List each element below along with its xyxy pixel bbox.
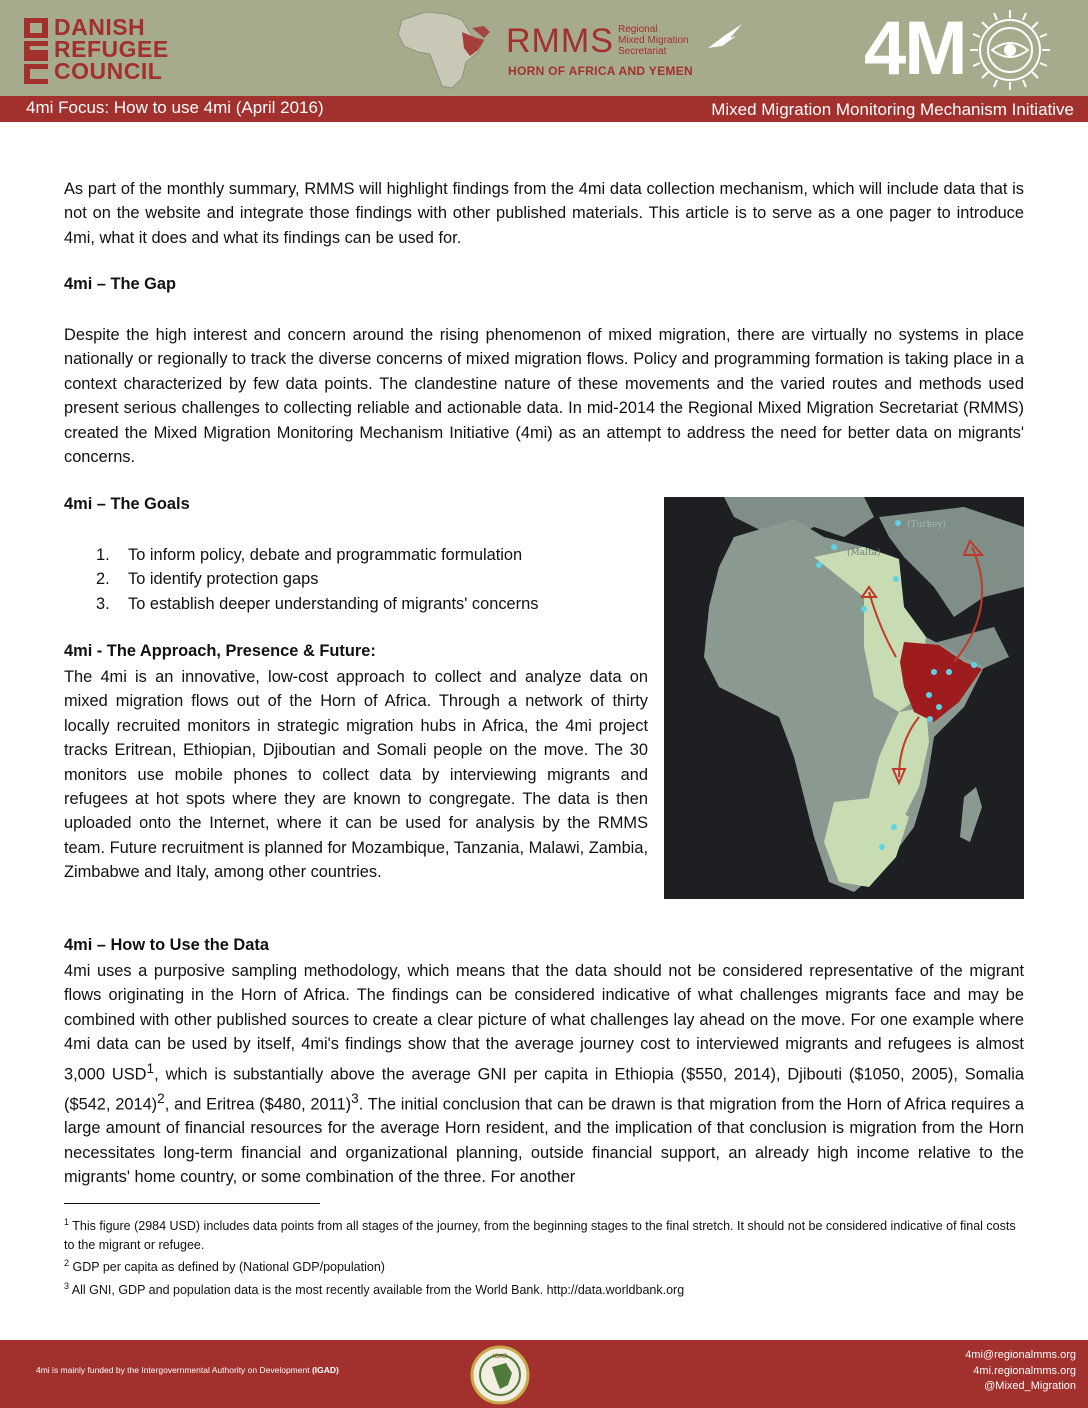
goal-number: 1. <box>96 546 110 564</box>
goals-list <box>96 543 538 616</box>
rmms-title: RMMS <box>506 22 614 60</box>
footnotes <box>64 1213 1024 1299</box>
gap-paragraph: Despite the high interest and concern around the rising phenomenon of mixed migration, there are virtually no systems in place nationally or regionally to track the diverse concerns of mixed migration flows. Policy and programming formation is taking place in a context characterized by few data points. The clandestine nature of these movements and the varied routes and methods used present serious challenges to collecting reliable and actionable data. In mid-2014 the Regional Mixed Migration Secretariat (RMMS) created the Mixed Migration Monitoring Mechanism Initiative (4mi) as an attempt to address the need for better data on migrants' concerns. <box>64 326 1024 467</box>
igad-seal-icon <box>470 1345 530 1405</box>
monitor-marker <box>971 662 977 668</box>
goal-text: To establish deeper understanding of migrants' concerns <box>128 594 539 613</box>
map-label-malta: (Malta) <box>847 548 881 558</box>
seal-label: IGAD <box>492 1353 508 1360</box>
rmms-subtitle <box>618 24 689 57</box>
rmms-sub-1: Regional <box>618 24 658 35</box>
footnote-ref-3[interactable]: 3 <box>351 1090 359 1106</box>
use-paragraph <box>64 959 1024 1190</box>
monitor-marker <box>931 669 937 675</box>
contact-email[interactable]: 4mi@regionalmms.org <box>965 1349 1076 1361</box>
footnote-divider <box>64 1203 320 1204</box>
footnote-number: 1 <box>64 1217 70 1227</box>
drc-mark-icon <box>22 16 50 86</box>
monitor-marker <box>927 716 933 722</box>
footnote-text: GDP per capita as defined by (National GDP/population) <box>69 1260 385 1275</box>
funding-org: (IGAD) <box>311 1365 339 1375</box>
drc-logo <box>22 16 172 86</box>
rmms-sub-3: Secretariat <box>618 46 667 57</box>
monitor-marker <box>861 606 867 612</box>
monitor-marker <box>895 520 901 526</box>
eye-emblem-icon <box>968 8 1052 92</box>
map-label-turkey: (Turkey) <box>907 520 946 530</box>
intro-paragraph: As part of the monthly summary, RMMS will highlight findings from the 4mi data collection mechanism, which will include data that is not on the website and integrate those findings with other published materials. This article is to serve as a one pager to introduce 4mi, what it does and what its findings can be used for. <box>64 180 1024 247</box>
page-footer <box>0 1340 1088 1408</box>
monitor-marker <box>893 576 899 582</box>
monitor-marker <box>936 704 942 710</box>
footnote-number: 2 <box>64 1258 70 1269</box>
page-header <box>0 0 1088 122</box>
goal-number: 3. <box>96 594 110 613</box>
footnote-ref-2[interactable]: 2 <box>157 1090 165 1106</box>
4mi-logo <box>864 6 1064 92</box>
document-title: 4mi Focus: How to use 4mi (April 2016) <box>26 98 324 117</box>
rmms-region: HORN OF AFRICA AND YEMEN <box>508 64 693 78</box>
monitor-marker <box>891 824 897 830</box>
initiative-name: Mixed Migration Monitoring Mechanism Initiative <box>711 100 1074 119</box>
contact-info <box>965 1348 1076 1395</box>
contact-twitter[interactable]: @Mixed_Migration <box>984 1380 1076 1392</box>
goal-text: To inform policy, debate and programmatic formulation <box>128 546 523 564</box>
header-title-bar <box>0 96 1088 122</box>
footnote-text: This figure (2984 USD) includes data points from all stages of the journey, from the beginning stages to the final stretch. It should not be considered indicative of final costs to the migrant or refugee. <box>64 1219 1016 1252</box>
goal-text: To identify protection gaps <box>128 570 319 589</box>
gap-heading: 4mi – The Gap <box>64 275 177 293</box>
africa-migration-map <box>664 497 1024 899</box>
use-text-1: 4mi uses a purposive sampling methodology, which means that the data should not be considered representative of the migrant flows originating in the Horn of Africa. The findings can be considered indicative of what challenges migrants face and may be combined with other published sources to create a clear picture of what challenges lay ahead on the move. For one example where 4mi data can be used by itself, 4mi's findings show that the average journey cost to interviewed migrants and refugees is almost 3,000 USD <box>64 962 1024 1084</box>
goal-item <box>96 567 538 591</box>
monitor-marker <box>831 544 837 550</box>
bird-icon <box>706 22 744 52</box>
goal-item <box>96 592 538 616</box>
footnote-text[interactable]: All GNI, GDP and population data is the most recently available from the World Bank. http://data.worldbank.org <box>69 1282 685 1297</box>
drc-line-3: COUNCIL <box>54 58 163 84</box>
footnote <box>64 1213 1024 1254</box>
monitor-marker <box>879 844 885 850</box>
approach-paragraph: The 4mi is an innovative, low-cost approach to collect and analyze data on mixed migration flows out of the Horn of Africa. Through a network of thirty locally recruited monitors in strategic migration hubs in Africa, the 4mi project tracks Eritrean, Ethiopian, Djiboutian and Somali people on the move. The 30 monitors use mobile phones to collect data by interviewing migrants and refugees at hot spots where they are known to congregate. The data is then uploaded onto the Internet, where it can be used for analysis by the RMMS team. Future recruitment is planned for Mozambique, Tanzania, Malawi, Zambia, Zimbabwe and Italy, among other countries. <box>64 668 648 882</box>
use-heading: 4mi – How to Use the Data <box>64 936 269 954</box>
monitor-marker <box>816 562 822 568</box>
monitor-marker <box>926 692 932 698</box>
use-text-3: , and Eritrea ($480, 2011) <box>164 1094 352 1113</box>
footnote-number: 3 <box>64 1280 70 1291</box>
southern-africa-region <box>824 797 909 887</box>
africa-map-icon <box>380 6 500 92</box>
footnote <box>64 1277 1024 1300</box>
madagascar <box>960 787 982 842</box>
4m-wordmark: 4M <box>864 6 966 91</box>
rmms-sub-2: Mixed Migration <box>618 35 689 46</box>
monitor-marker <box>946 669 952 675</box>
goal-number: 2. <box>96 570 110 589</box>
contact-website[interactable]: 4mi.regionalmms.org <box>973 1364 1076 1377</box>
goals-heading: 4mi – The Goals <box>64 495 190 513</box>
approach-heading: 4mi - The Approach, Presence & Future: <box>64 642 376 660</box>
footnote <box>64 1254 1024 1277</box>
goal-item <box>96 543 538 567</box>
footnote-ref-1[interactable]: 1 <box>146 1060 155 1076</box>
funding-note <box>36 1365 339 1375</box>
drc-line-1: DANISH <box>54 14 146 40</box>
drc-name <box>54 16 169 82</box>
funding-text: 4mi is mainly funded by the Intergovernmental Authority on Development <box>36 1365 312 1375</box>
migration-map-figure <box>664 497 1024 899</box>
drc-line-2: REFUGEE <box>54 36 169 62</box>
use-text-4: . The initial conclusion that can be drawn is that migration from the Horn of Africa requires a large amount of financial resources for the average Horn resident, and the implication of that conclusion is migration from the Horn necessitates long-term financial and organizational planning, outside financial support, an already high income relative to the migrants' home country, or some combination of the three. For another <box>64 1094 1025 1187</box>
use-text-2: , which is substantially above the average GNI per capita in Ethiopia ($550, 2014), Djibouti ($1050, 2005), Somalia ($542, 2014) <box>64 1065 1024 1113</box>
